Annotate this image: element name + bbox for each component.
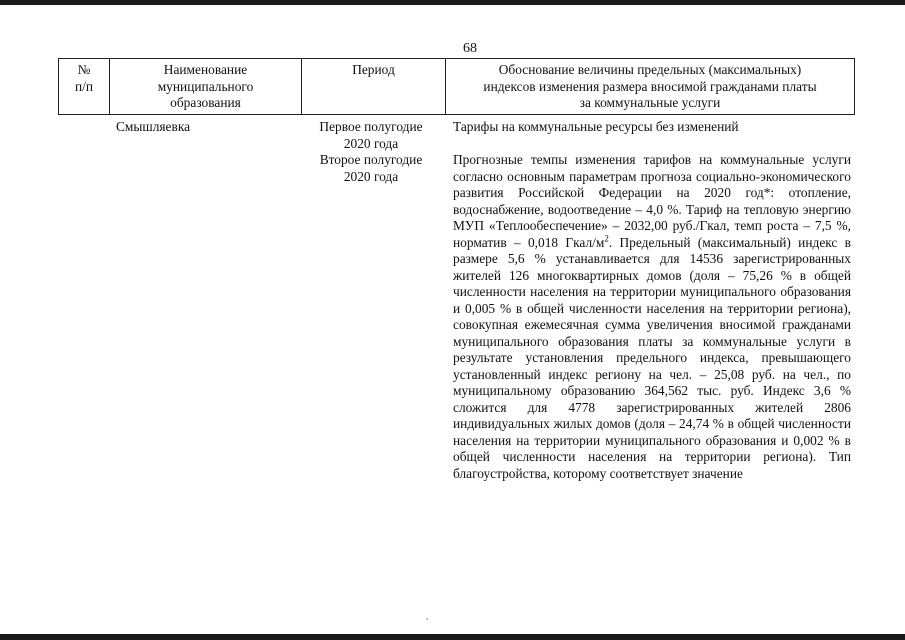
page-number: 68 (463, 41, 477, 56)
justification-second-half (453, 152, 851, 482)
justification-first-half (453, 119, 851, 136)
justification-text: Тарифы на коммунальные ресурсы без изменений (453, 119, 739, 134)
header-justification: Обоснование величины предельных (максимальных) индексов изменения размера вносимой гражданами платы за коммунальные услуги (483, 62, 817, 110)
municipality-name: Смышляевка (116, 119, 191, 134)
scan-bottom-edge (0, 634, 905, 640)
superscript-two: 2 (604, 233, 609, 244)
justification-text-continued: . Предельный (максимальный) индекс в размере 5,6 % устанавливается для 14536 зарегистрированных жителей 126 многоквартирных домов (доля – 75,26 % в общей численности населения на территории муниципального образования и 0,005 % в общей численности населения на территории региона), совокупная ежемесячная сумма увеличения вносимой гражданами муниципального образования платы за коммунальные услуги в результате установления предельного индекса, превышающего установленный индекс региону на чел. – 25,08 руб. на чел., по муниципальному образованию 364,562 тыс. руб. Индекс 3,6 % сложится для 4778 зарегистрированных жителей 2806 индивидуальных жилых домов (доля – 24,74 % в общей численности населения на территории муниципального образования и 0,002 % в общей численности населения на территории региона). Тип благоустройства, которому соответствует значение (453, 234, 851, 481)
period-first-half: Первое полугодие 2020 года (319, 119, 423, 151)
scan-mark: , (426, 611, 429, 621)
table-header (58, 58, 855, 115)
period-second-half: Второе полугодие 2020 года (319, 152, 423, 184)
header-number: № п/п (74, 62, 94, 94)
justification-paragraph (453, 152, 851, 482)
header-period: Период (352, 62, 395, 77)
justification-text: Прогнозные темпы изменения тарифов на коммунальные услуги согласно основным параметрам прогноза социально-экономического развития Российской Федерации на 2020 год*: отопление, водоснабжение, водоотведение – 4,0 %. Тариф на тепловую энергию МУП «Теплообеспечение» – 2032,00 руб./Гкал, темп роста – 7,5 %, норматив – 0,018 Гкал/м (453, 152, 851, 250)
header-municipality: Наименование муниципального образования (157, 62, 254, 110)
scan-top-edge (0, 0, 905, 5)
